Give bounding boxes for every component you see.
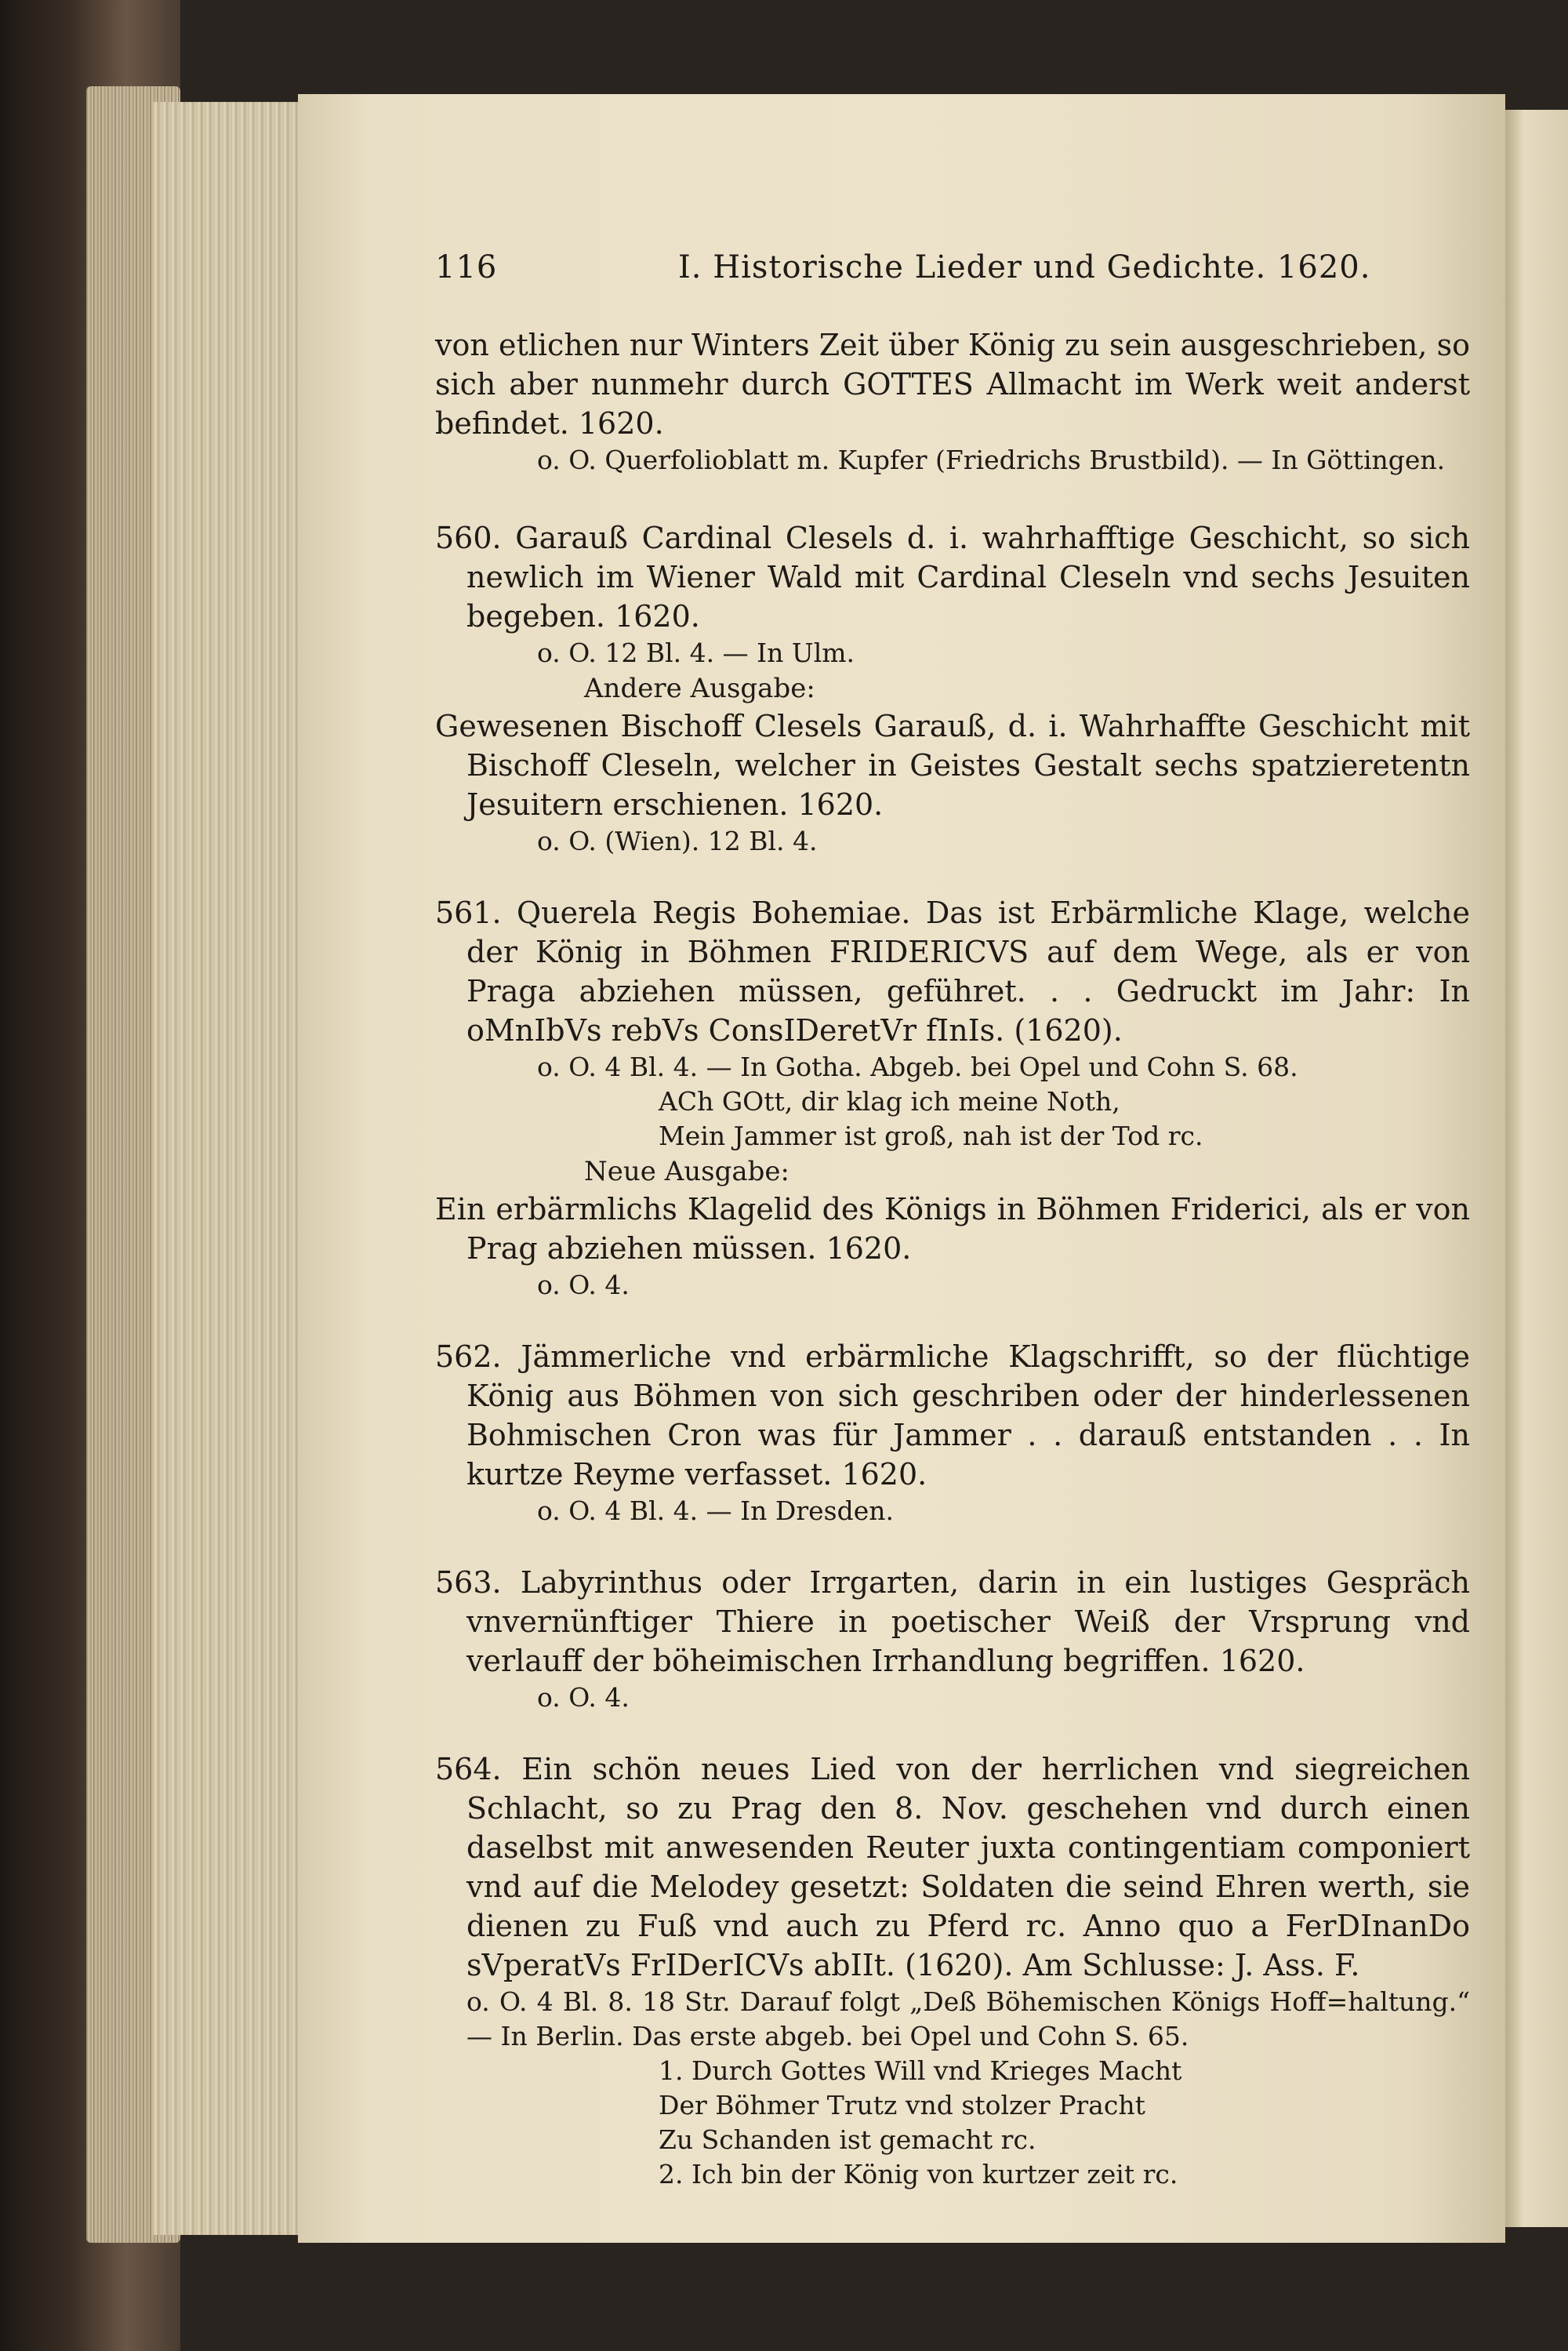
entry-560 [435,518,1470,859]
facing-page-edge [1505,110,1568,2227]
entry-561 [435,893,1470,1303]
edition-meta: o. O. 4. [537,1270,630,1300]
page-content [435,325,1470,2226]
entry-title: 560. Garauß Cardinal Clesels d. i. wahrhafftige Geschicht, so sich newlich im Wiener Wald mit Cardinal Cleseln vnd sechs Jesuiten begeben. 1620. [435,521,1470,634]
edition-text: Ein erbärmlichs Klagelid des Königs in Böhmen Friderici, als er von Prag abziehen müssen. 1620. [435,1192,1470,1266]
running-title: I. Historische Lieder und Gedichte. 1620. [678,249,1371,285]
edition-label: Andere Ausgabe: [584,673,815,704]
verse-line: Mein Jammer ist groß, nah ist der Tod rc. [659,1121,1203,1151]
entry-meta: o. O. 4 Bl. 8. 18 Str. Darauf folgt „Deß Böhemischen Königs Hoff=haltung.“ — In Berlin. Das erste abgeb. bei Opel und Cohn S. 65. [466,1986,1470,2051]
intro-meta: o. O. Querfolioblatt m. Kupfer (Friedrichs Brustbild). — In Göttingen. [537,445,1446,475]
edition-text: Gewesenen Bischoff Clesels Garauß, d. i. Wahrhaffte Geschicht mit Bischoff Cleseln, welcher in Geistes Gestalt sechs spatzieretentn Jesuitern erschienen. 1620. [435,709,1470,822]
entry-563 [435,1563,1470,1715]
entry-564 [435,1750,1470,2192]
verse-line: Der Böhmer Trutz vnd stolzer Pracht [659,2090,1145,2120]
entry-title: 564. Ein schön neues Lied von der herrlichen vnd siegreichen Schlacht, so zu Prag den 8. Nov. geschehen vnd durch einen daselbst mit anwesenden Reuter juxta contingentiam componiert vnd auf die Melodey gesetzt: Soldaten die seind Ehren werth, sie dienen zu Fuß vnd auch zu Pferd rc. Anno quo a FerDInanDo sVperatVs FrIDerICVs abIIt. (1620). Am Schlusse: J. Ass. F. [435,1752,1470,1982]
entry-title: 561. Querela Regis Bohemiae. Das ist Erbärmliche Klage, welche der König in Böhmen FRIDERICVS auf dem Wege, als er von Praga abziehen müssen, geführet. . . Gedruckt im Jahr: In oMnIbVs rebVs ConsIDeretVr fInIs. (1620). [435,896,1470,1048]
entry-title: 562. Jämmerliche vnd erbärmliche Klagschrifft, so der flüchtige König aus Böhmen von sich geschriben oder der hinderlessenen Bohmischen Cron was für Jammer . . darauß entstanden . . In kurtze Reyme verfasset. 1620. [435,1339,1470,1492]
entry-meta: o. O. 12 Bl. 4. — In Ulm. [537,638,855,668]
page-header [435,249,1470,296]
entry-meta: o. O. 4 Bl. 4. — In Dresden. [537,1495,894,1526]
entry-562 [435,1337,1470,1528]
intro-entry [435,325,1470,478]
entry-meta: o. O. 4. [537,1682,630,1713]
verse-line: Zu Schanden ist gemacht rc. [659,2124,1036,2155]
entry-title: 563. Labyrinthus oder Irrgarten, darin in ein lustiges Gespräch vnvernünftiger Thiere in poetischer Weiß der Vrsprung vnd verlauff der böheimischen Irrhandlung begriffen. 1620. [435,1565,1470,1678]
entry-meta: o. O. 4 Bl. 4. — In Gotha. Abgeb. bei Opel und Cohn S. 68. [537,1052,1298,1082]
verse-line: 2. Ich bin der König von kurtzer zeit rc. [659,2159,1178,2189]
intro-text: von etlichen nur Winters Zeit über König zu sein ausgeschrieben, so sich aber nunmehr durch GOTTES Allmacht im Werk weit anderst befindet. 1620. [435,328,1470,441]
edition-label: Neue Ausgabe: [584,1156,789,1187]
verse-line: 1. Durch Gottes Will vnd Krieges Macht [659,2055,1182,2086]
verse-line: ACh GOtt, dir klag ich meine Noth, [659,1086,1120,1117]
page-number: 116 [435,249,498,285]
edition-meta: o. O. (Wien). 12 Bl. 4. [537,826,818,856]
page-stack-edges [153,102,310,2235]
